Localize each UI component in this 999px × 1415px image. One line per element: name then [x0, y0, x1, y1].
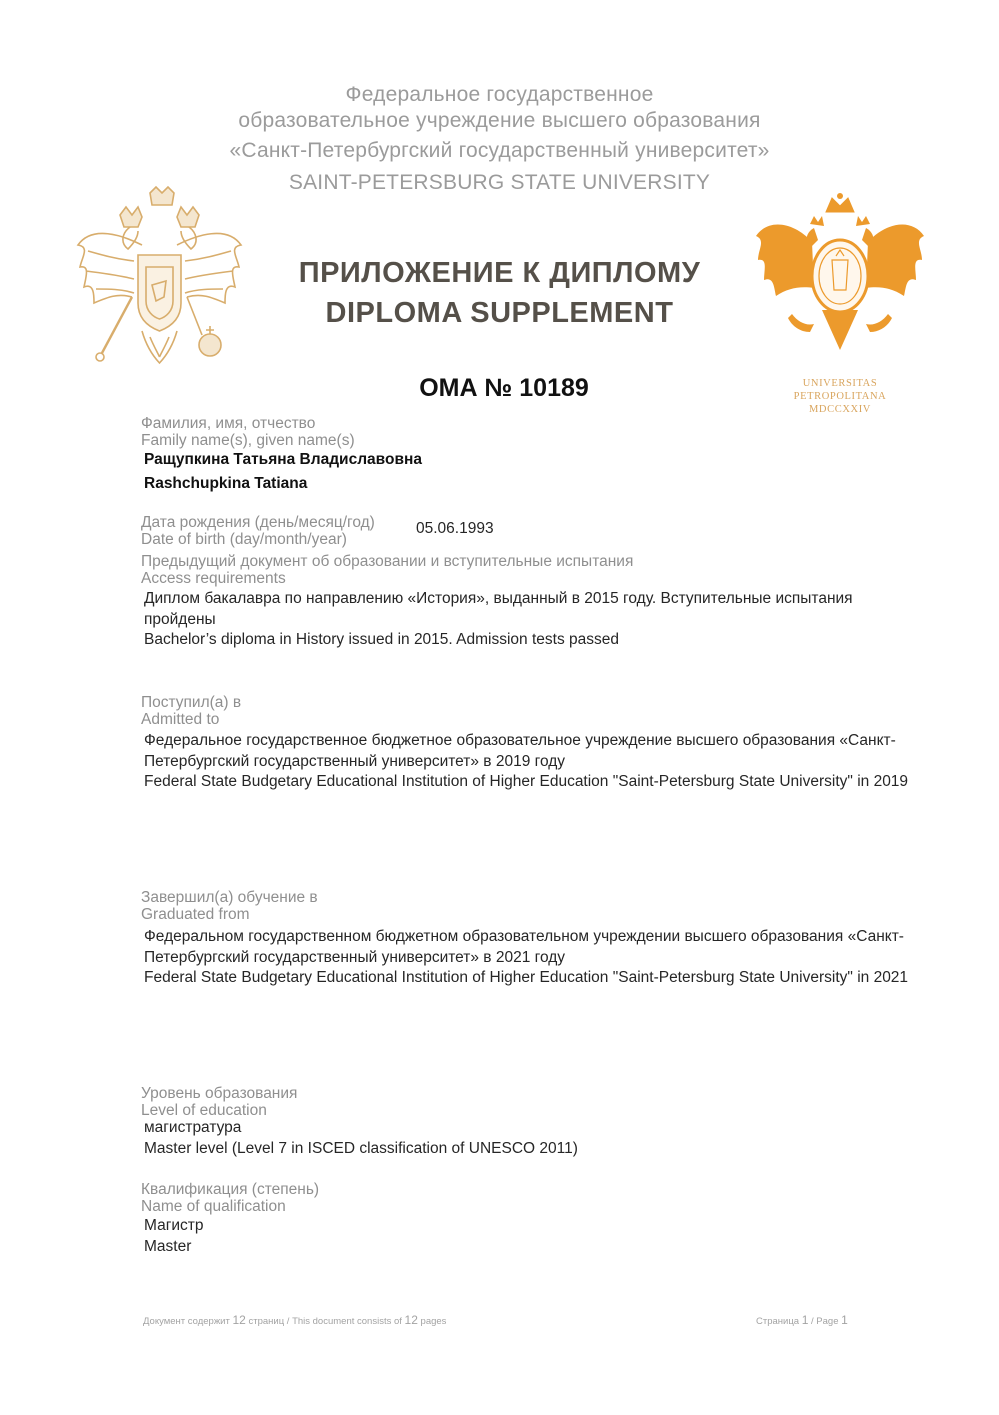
- name-value-ru: Ращупкина Татьяна Владиславовна: [144, 451, 422, 468]
- header-line-2: образовательное учреждение высшего образования: [238, 109, 761, 132]
- graduated-label-ru: Завершил(а) обучение в: [141, 889, 318, 906]
- admitted-label-en: Admitted to: [141, 711, 220, 728]
- admitted-label-ru: Поступил(а) в: [141, 694, 242, 711]
- header-line-1: Федеральное государственное: [345, 83, 654, 106]
- footer-right-middle: / Page: [811, 1316, 839, 1327]
- footer-right-prefix: Страница: [756, 1316, 800, 1327]
- emblem-motto-line-3: MDCCXXIV: [809, 404, 871, 415]
- footer-right-page-1: 1: [801, 1313, 809, 1327]
- document-number: ОМА № 10189: [419, 374, 589, 402]
- footer-left-middle: страниц / This document consists of: [248, 1316, 402, 1327]
- qualification-label-ru: Квалификация (степень): [141, 1181, 320, 1198]
- access-value-en: Bachelor’s diploma in History issued in 2015. Admission tests passed: [144, 631, 620, 648]
- admitted-value-ru: Федеральное государственное бюджетное образовательное учреждение высшего образования «Санкт-Петербургский государственный университет» в 2019 году: [144, 732, 896, 770]
- level-value-ru: магистратура: [144, 1119, 242, 1136]
- emblem-motto-line-1: UNIVERSITAS: [802, 378, 878, 389]
- admitted-value-en: Federal State Budgetary Educational Institution of Higher Education "Saint-Petersburg State University" in 2019: [144, 773, 909, 790]
- emblem-motto-line-2: PETROPOLITANA: [793, 391, 887, 402]
- footer-left-prefix: Документ содержит: [143, 1316, 230, 1327]
- footer-page-number: [756, 1313, 848, 1327]
- birth-label-en: Date of birth (day/month/year): [141, 531, 347, 548]
- footer-left-count-2: 12: [404, 1313, 418, 1327]
- birth-label-ru: Дата рождения (день/месяц/год): [141, 514, 375, 531]
- graduated-label-en: Graduated from: [141, 906, 250, 923]
- level-label-ru: Уровень образования: [141, 1085, 298, 1102]
- access-label-ru: Предыдущий документ об образовании и вступительные испытания: [141, 553, 634, 570]
- title-ru: ПРИЛОЖЕНИЕ К ДИПЛОМУ: [298, 257, 701, 289]
- header-line-4: SAINT-PETERSBURG STATE UNIVERSITY: [288, 171, 711, 194]
- name-label-ru: Фамилия, имя, отчество: [141, 415, 316, 432]
- graduated-value-ru: Федеральном государственном бюджетном образовательном учреждении высшего образования «Санкт-Петербургский государственный университет» в 2021 году: [144, 928, 904, 966]
- qualification-value-ru: Магистр: [144, 1217, 204, 1234]
- footer-right-page-2: 1: [841, 1313, 848, 1327]
- access-value-ru: Диплом бакалавра по направлению «История», выданный в 2015 году. Вступительные испытания пройдены: [144, 590, 853, 628]
- access-label-en: Access requirements: [141, 570, 286, 587]
- title-en: DIPLOMA SUPPLEMENT: [325, 297, 674, 329]
- qualification-value-en: Master: [144, 1238, 192, 1255]
- graduated-value-en: Federal State Budgetary Educational Institution of Higher Education "Saint-Petersburg State University" in 2021: [144, 969, 909, 986]
- level-label-en: Level of education: [141, 1102, 267, 1119]
- footer-left-count-1: 12: [232, 1313, 246, 1327]
- birth-value: 05.06.1993: [416, 520, 494, 537]
- footer-page-count: [143, 1313, 446, 1327]
- name-value-en: Rashchupkina Tatiana: [144, 475, 308, 492]
- footer-left-suffix: pages: [420, 1316, 447, 1327]
- name-label-en: Family name(s), given name(s): [141, 432, 355, 449]
- qualification-label-en: Name of qualification: [141, 1198, 286, 1215]
- header-line-3: «Санкт-Петербургский государственный университет»: [229, 139, 770, 162]
- level-value-en: Master level (Level 7 in ISCED classification of UNESCO 2011): [144, 1140, 578, 1157]
